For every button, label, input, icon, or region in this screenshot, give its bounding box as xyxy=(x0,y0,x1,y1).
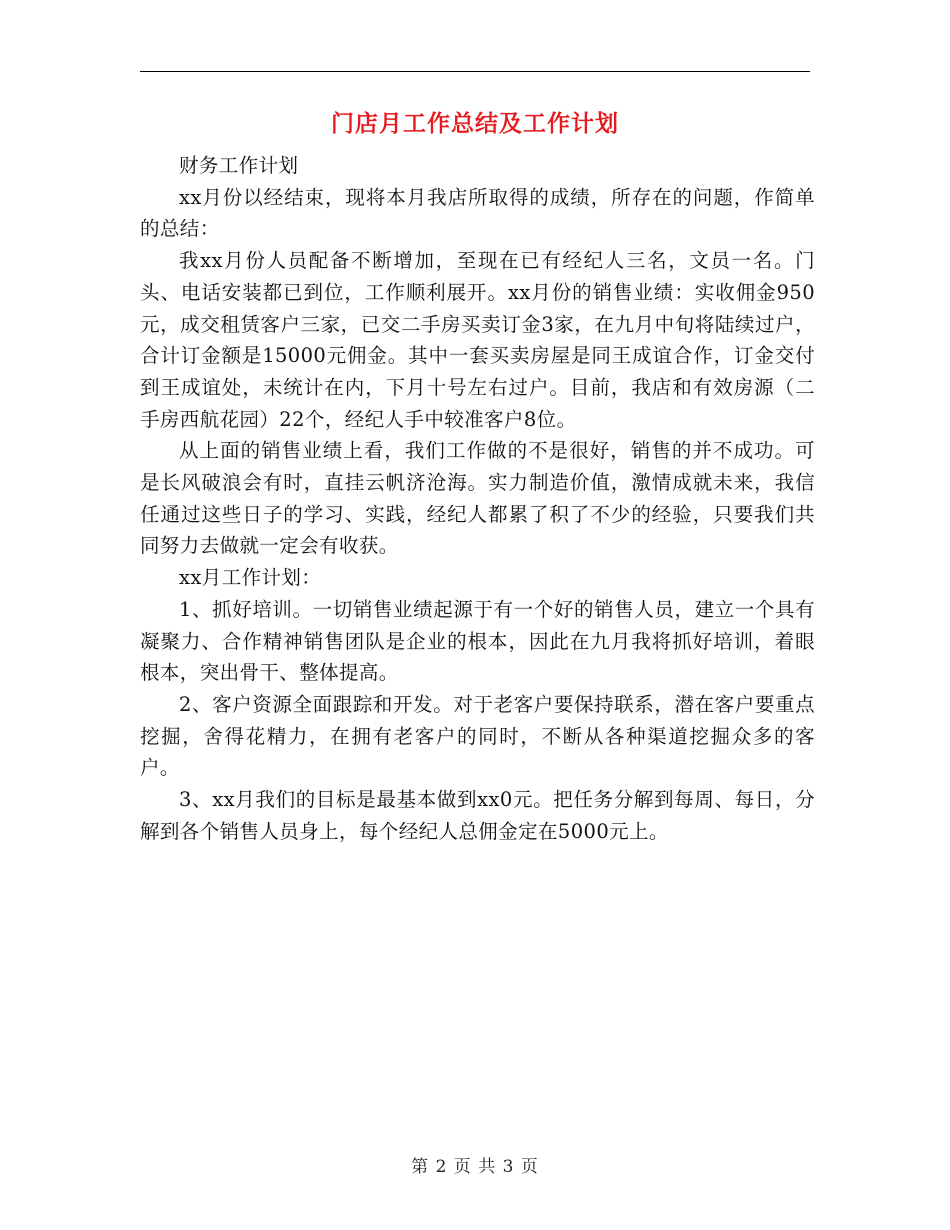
paragraph-summary: 我xx月份人员配备不断增加，至现在已有经纪人三名，文员一名。门头、电话安装都已到位，工作顺利展开。xx月份的销售业绩：实收佣金950元，成交租赁客户三家，已交二手房买卖订金3家，在九月中旬将陆续过户，合计订金额是15000元佣金。其中一套买卖房屋是同王成谊合作，订金交付到王成谊处，未统计在内，下月十号左右过户。目前，我店和有效房源（二手房西航花园）22个，经纪人手中较准客户8位。 xyxy=(140,249,815,431)
page-number: 第 2 页 共 3 页 xyxy=(411,1157,539,1177)
document-title: 门店月工作总结及工作计划 xyxy=(331,111,619,137)
paragraph-plan-item-1: 1、抓好培训。一切销售业绩起源于有一个好的销售人员，建立一个具有凝聚力、合作精神销售团队是企业的根本，因此在九月我将抓好培训，着眼根本，突出骨干、整体提高。 xyxy=(140,597,815,685)
paragraph-plan-item-3: 3、xx月我们的目标是最基本做到xx0元。把任务分解到每周、每日，分解到各个销售人员身上，每个经纪人总佣金定在5000元上。 xyxy=(140,788,815,843)
document-body xyxy=(140,150,815,847)
paragraph-subheading: 财务工作计划 xyxy=(179,154,299,177)
paragraph-intro: xx月份以经结束，现将本月我店所取得的成绩，所存在的问题，作简单的总结： xyxy=(140,185,815,241)
paragraph-plan-heading: xx月工作计划： xyxy=(179,566,322,590)
paragraph-plan-item-2: 2、客户资源全面跟踪和开发。对于老客户要保持联系，潜在客户要重点挖掘，舍得花精力，在拥有老客户的同时，不断从各种渠道挖掘众多的客户。 xyxy=(140,692,815,780)
paragraph-reflection: 从上面的销售业绩上看，我们工作做的不是很好，销售的并不成功。可是长风破浪会有时，直挂云帆济沧海。实力制造价值，激情成就未来，我信任通过这些日子的学习、实践，经纪人都累了积了不少的经验，只要我们共同努力去做就一定会有收获。 xyxy=(140,439,815,558)
header-rule xyxy=(140,71,810,72)
